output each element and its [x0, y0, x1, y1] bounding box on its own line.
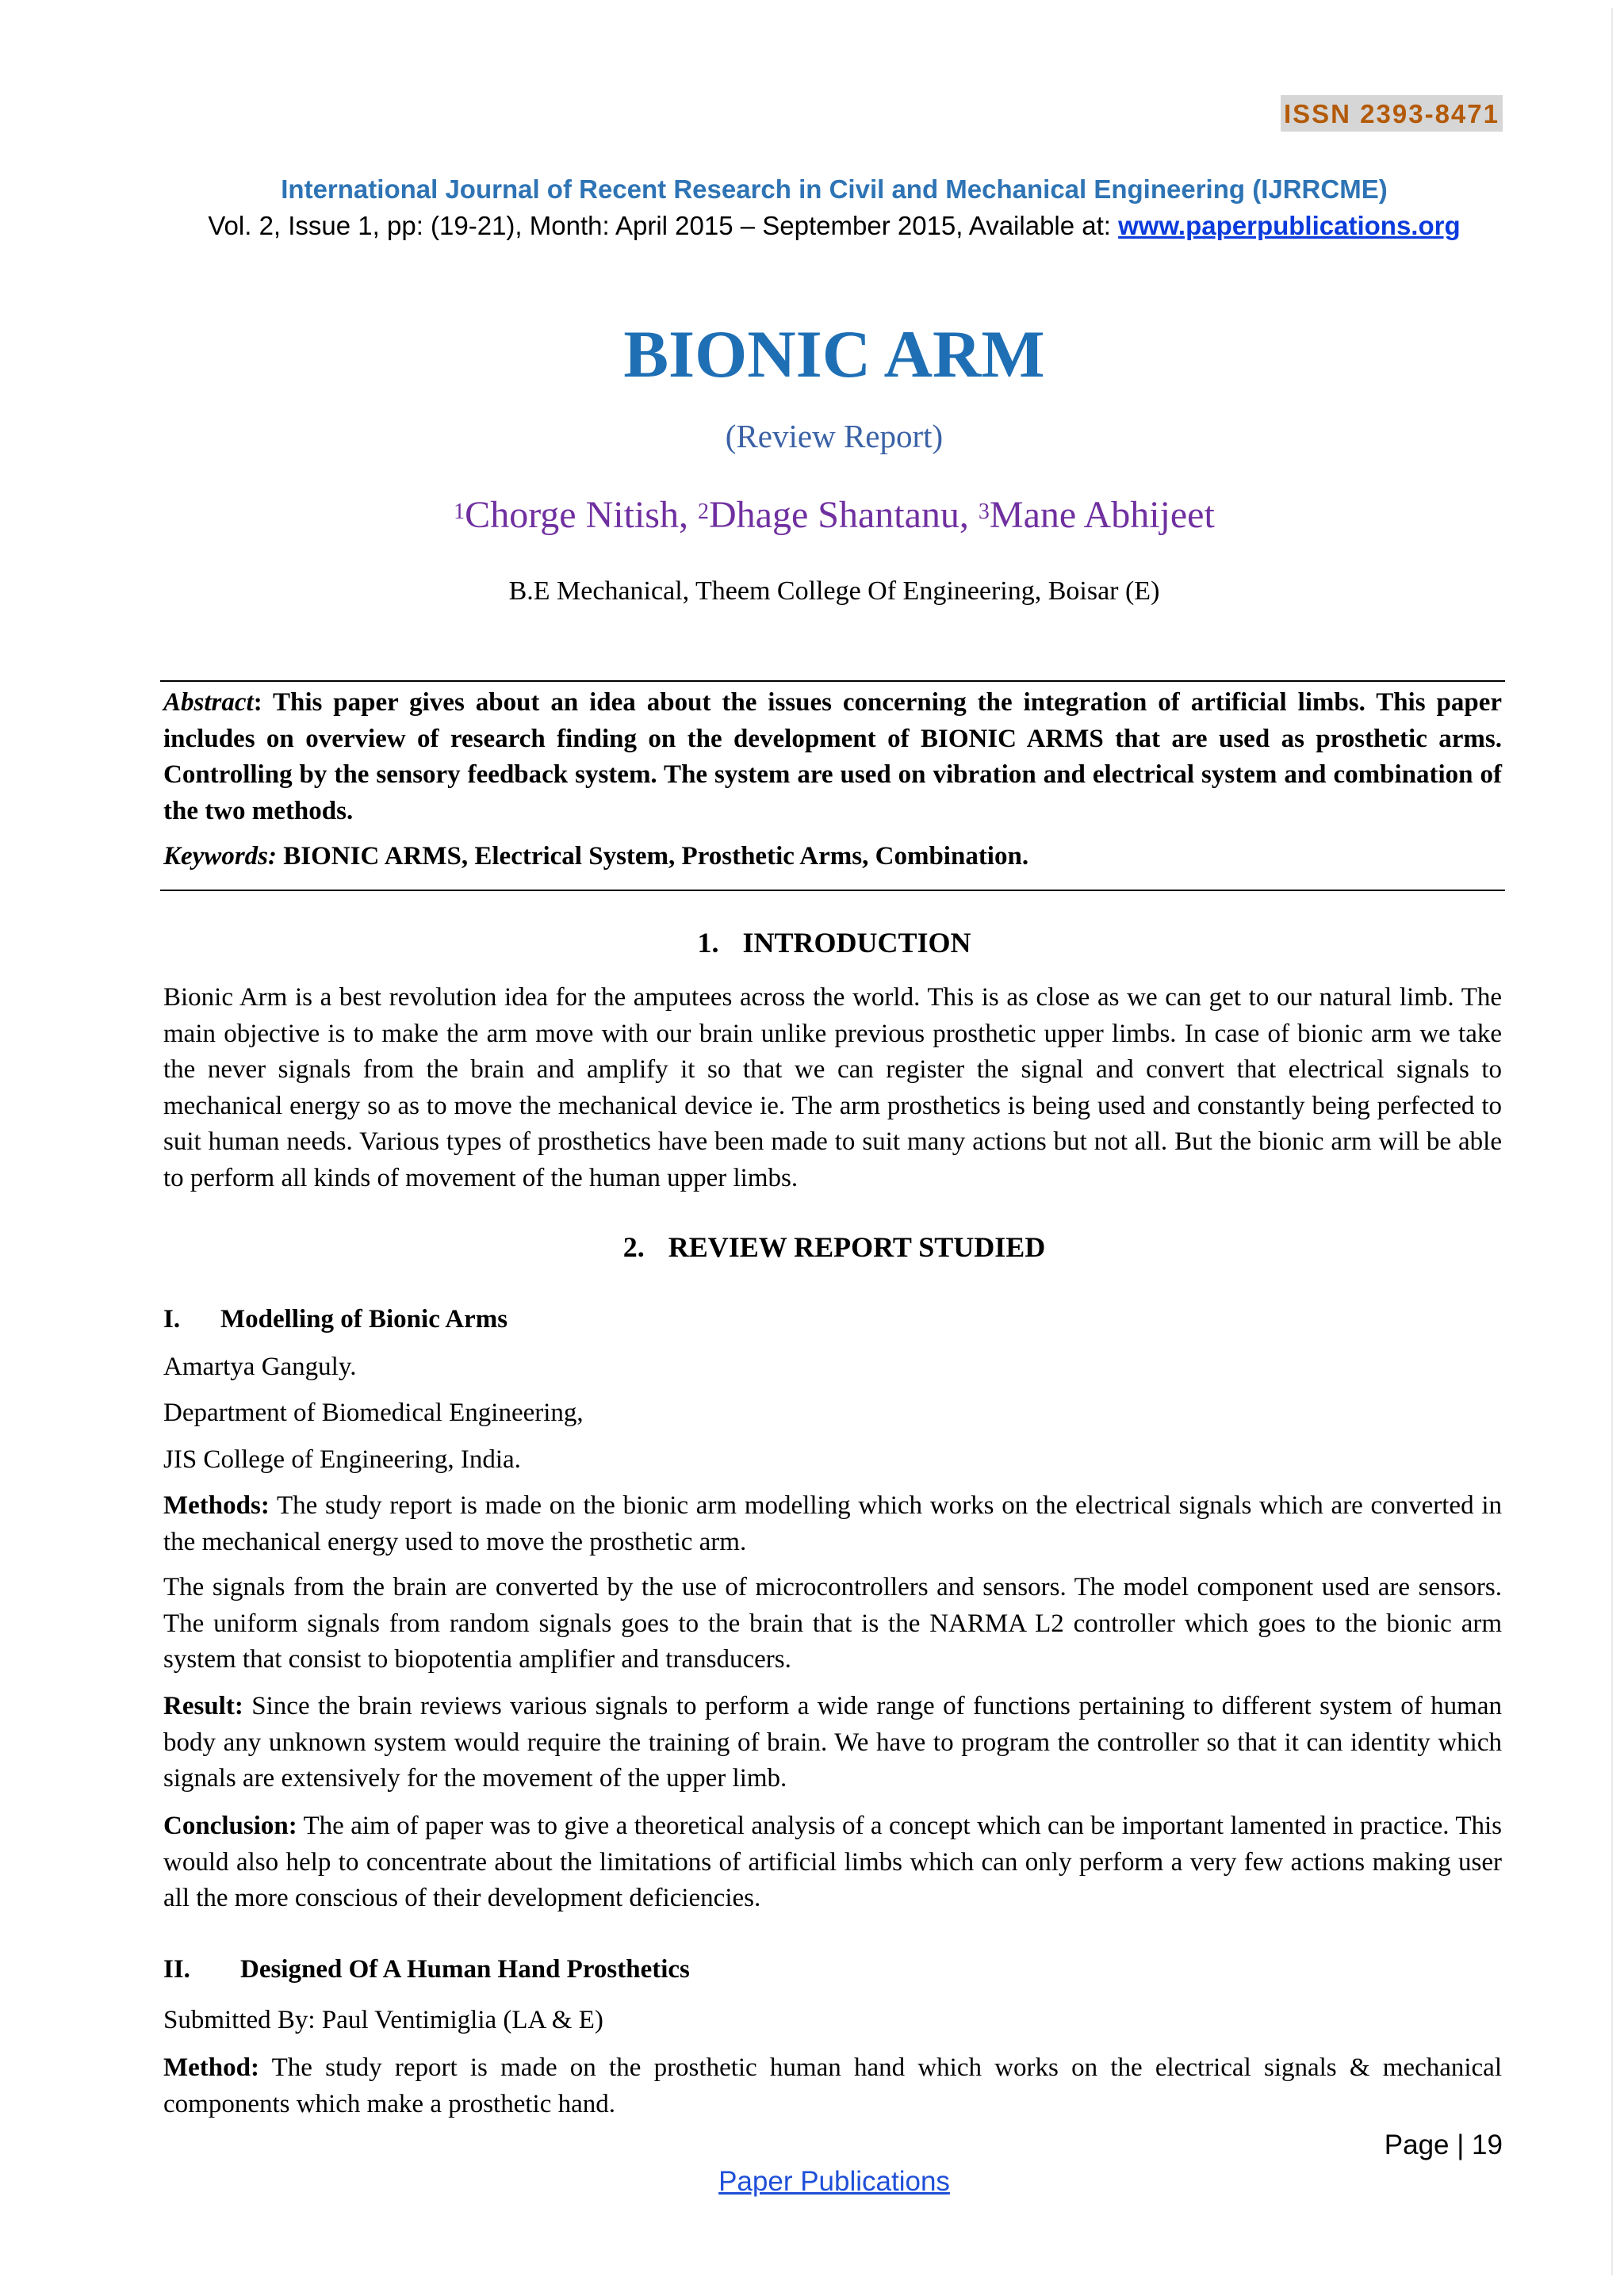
author-1-mark: 1 — [454, 499, 465, 524]
volume-text: Vol. 2, Issue 1, pp: (19-21), Month: April 2015 – September 2015, Available at: — [208, 211, 1119, 240]
abstract — [163, 685, 1502, 829]
subsection-1-number: I. — [163, 1305, 181, 1334]
abstract-text: : This paper gives about an idea about the issues concerning the integration of artificial limbs. This paper includes on overview of research finding on the development of BIONIC ARMS that are used as prosthetic arms. Controlling by the sensory feedback system. The system are used on vibration and electrical system and combination of the two methods. — [163, 688, 1502, 825]
author-2-mark: 2 — [697, 499, 709, 524]
issn-badge: ISSN 2393-8471 — [1281, 95, 1503, 132]
keywords-text: BIONIC ARMS, Electrical System, Prosthetic Arms, Combination. — [277, 842, 1029, 871]
abstract-bottom-rule — [160, 890, 1505, 891]
journal-title: International Journal of Recent Research in Civil and Mechanical Engineering (IJRRCME) — [281, 174, 1388, 204]
conclusion-label: Conclusion: — [163, 1812, 297, 1840]
abstract-label: Abstract — [163, 688, 254, 717]
keywords — [163, 839, 1502, 875]
methods-paragraph — [163, 1488, 1502, 1560]
publisher-link[interactable]: Paper Publications — [718, 2166, 950, 2197]
section-2-title: REVIEW REPORT STUDIED — [668, 1231, 1046, 1263]
methods-text: The study report is made on the bionic arm modelling which works on the electrical signals which are converted in the mechanical energy used to move the prosthetic arm. — [163, 1491, 1502, 1556]
result-label: Result: — [163, 1692, 243, 1720]
conclusion-paragraph — [163, 1808, 1502, 1917]
author-1: Chorge Nitish, — [465, 494, 698, 536]
section-2-number: 2. — [622, 1231, 645, 1263]
volume-line — [0, 209, 1624, 243]
study-author: Amartya Ganguly. — [163, 1353, 357, 1381]
method-paragraph — [163, 2050, 1502, 2122]
author-2: Dhage Shantanu, — [708, 494, 979, 536]
author-3: Mane Abhijeet — [989, 494, 1215, 536]
paper-title: BIONIC ARM — [623, 317, 1045, 392]
subsection-heading-hand-prosthetics — [163, 1952, 690, 1987]
author-list — [0, 492, 1624, 539]
section-1-title: INTRODUCTION — [742, 927, 971, 959]
study-department: Department of Biomedical Engineering, — [163, 1399, 584, 1427]
page-number: Page | 19 — [1384, 2130, 1503, 2160]
keywords-label: Keywords: — [163, 842, 277, 871]
section-heading-review — [0, 1229, 1624, 1265]
subsection-2-number: II. — [163, 1955, 190, 1984]
study-college: JIS College of Engineering, India. — [163, 1445, 521, 1474]
method-text: The study report is made on the prosthetic human hand which works on the electrical signals & mechanical components which make a prosthetic hand. — [163, 2053, 1502, 2118]
signals-paragraph: The signals from the brain are converted by the use of microcontrollers and sensors. The model component used are sensors. The uniform signals from random signals goes to the brain that is the NARMA L2 controller which goes to the bionic arm system that consist to biopotentia amplifier and transducers. — [163, 1573, 1502, 1674]
subsection-1-title: Modelling of Bionic Arms — [220, 1305, 508, 1334]
conclusion-text: The aim of paper was to give a theoretical analysis of a concept which can be important lamented in practice. This would also help to concentrate about the limitations of artificial limbs which can only perform a very few actions making user all the more conscious of their development deficiencies. — [163, 1812, 1502, 1912]
journal-url-link[interactable]: www.paperpublications.org — [1118, 211, 1461, 240]
subsection-2-title: Designed Of A Human Hand Prosthetics — [240, 1955, 690, 1984]
submitted-by: Submitted By: Paul Ventimiglia (LA & E) — [163, 2006, 603, 2034]
result-paragraph — [163, 1689, 1502, 1797]
subsection-heading-modelling — [163, 1302, 508, 1337]
methods-label: Methods: — [163, 1491, 270, 1520]
result-text: Since the brain reviews various signals to perform a wide range of functions pertaining to different system of human body any unknown system would require the training of brain. We have to program the controller so that it can identity which signals are extensively for the movement of the upper limb. — [163, 1692, 1502, 1793]
method-label: Method: — [163, 2053, 259, 2082]
paper-subtitle: (Review Report) — [725, 418, 944, 454]
introduction-body: Bionic Arm is a best revolution idea for the amputees across the world. This is as close as we can get to our natural limb. The main objective is to make the arm move with our brain unlike previous prosthetic upper limbs. In case of bionic arm we take the never signals from the brain and amplify it so that we can register the signal and convert that electrical signals to mechanical energy so as to move the mechanical device ie. The arm prosthetics is being used and constantly being perfected to suit human needs. Various types of prosthetics have been made to suit many actions but not all. But the bionic arm will be able to perform all kinds of movement of the human upper limbs. — [163, 983, 1502, 1192]
section-1-number: 1. — [697, 927, 719, 959]
author-3-mark: 3 — [978, 499, 990, 524]
footer — [0, 2164, 1624, 2199]
affiliation: B.E Mechanical, Theem College Of Engineering, Boisar (E) — [508, 576, 1160, 606]
abstract-top-rule — [160, 680, 1505, 682]
section-heading-introduction — [0, 924, 1624, 961]
